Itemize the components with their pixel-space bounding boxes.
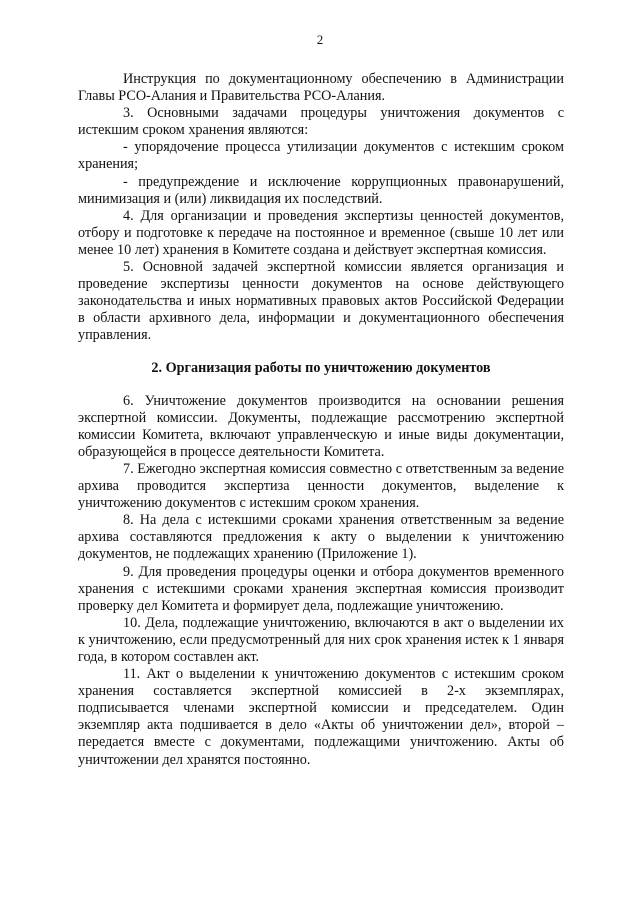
- paragraph-6: 6. Уничтожение документов производится на основании решения экспертной комиссии. Документы, подлежащие рассмотрению экспертной комиссии Комитета, включают управленческую и иные виды документации, образующейся в процессе деятельности Комитета.: [78, 392, 564, 460]
- page-number: 2: [316, 32, 324, 47]
- paragraph-instruction: Инструкция по документационному обеспечению в Администрации Главы РСО-Алания и Правительства РСО-Алания.: [78, 71, 564, 105]
- paragraph-10: 10. Дела, подлежащие уничтожению, включаются в акт о выделении их к уничтожению, если предусмотренный для них срок хранения истек к 1 января года, в котором составлен акт.: [78, 614, 564, 665]
- paragraph-8: 8. На дела с истекшими сроками хранения ответственным за ведение архива составляются предложения к акту о выделении к уничтожению документов, не подлежащих хранению (Приложение 1).: [78, 512, 564, 563]
- paragraph-7: 7. Ежегодно экспертная комиссия совместно с ответственным за ведение архива проводится экспертиза ценности документов, выделение к уничтожению документов с истекшим сроком хранения.: [78, 460, 564, 512]
- paragraph-3-item-2: - предупреждение и исключение коррупционных правонарушений, минимизация и (или) ликвидация их последствий.: [78, 173, 564, 207]
- section-heading: 2. Организация работы по уничтожению документов: [151, 359, 491, 376]
- paragraph-4: 4. Для организации и проведения экспертизы ценностей документов, отбору и подготовке к передаче на постоянное и временное (свыше 10 лет или менее 10 лет) хранения в Комитете создана и действует экспертная комиссия.: [78, 207, 564, 258]
- paragraph-11: 11. Акт о выделении к уничтожению документов с истекшим сроком хранения составляется экспертной комиссией в 2-х экземплярах, подписывается членами экспертной комиссии и председателем. Один экземпляр акта подшивается в дело «Акты об уничтожении дел», второй – передается вместе с документами, подлежащими уничтожению. Акты об уничтожении дел хранятся постоянно.: [78, 666, 564, 768]
- document-body: [78, 71, 564, 769]
- paragraph-3: 3. Основными задачами процедуры уничтожения документов с истекшим сроком хранения являются:: [78, 105, 564, 139]
- paragraph-3-item-1: - упорядочение процесса утилизации документов с истекшим сроком хранения;: [78, 139, 564, 173]
- paragraph-9: 9. Для проведения процедуры оценки и отбора документов временного хранения с истекшими сроками хранения экспертная комиссия производит проверку дел Комитета и формирует дела, подлежащие уничтожению.: [78, 563, 564, 614]
- paragraph-5: 5. Основной задачей экспертной комиссии является организация и проведение экспертизы ценности документов на основе действующего законодательства и иных нормативных правовых актов Российской Федерации в области архивного дела, информации и документационного обеспечения управления.: [78, 259, 564, 344]
